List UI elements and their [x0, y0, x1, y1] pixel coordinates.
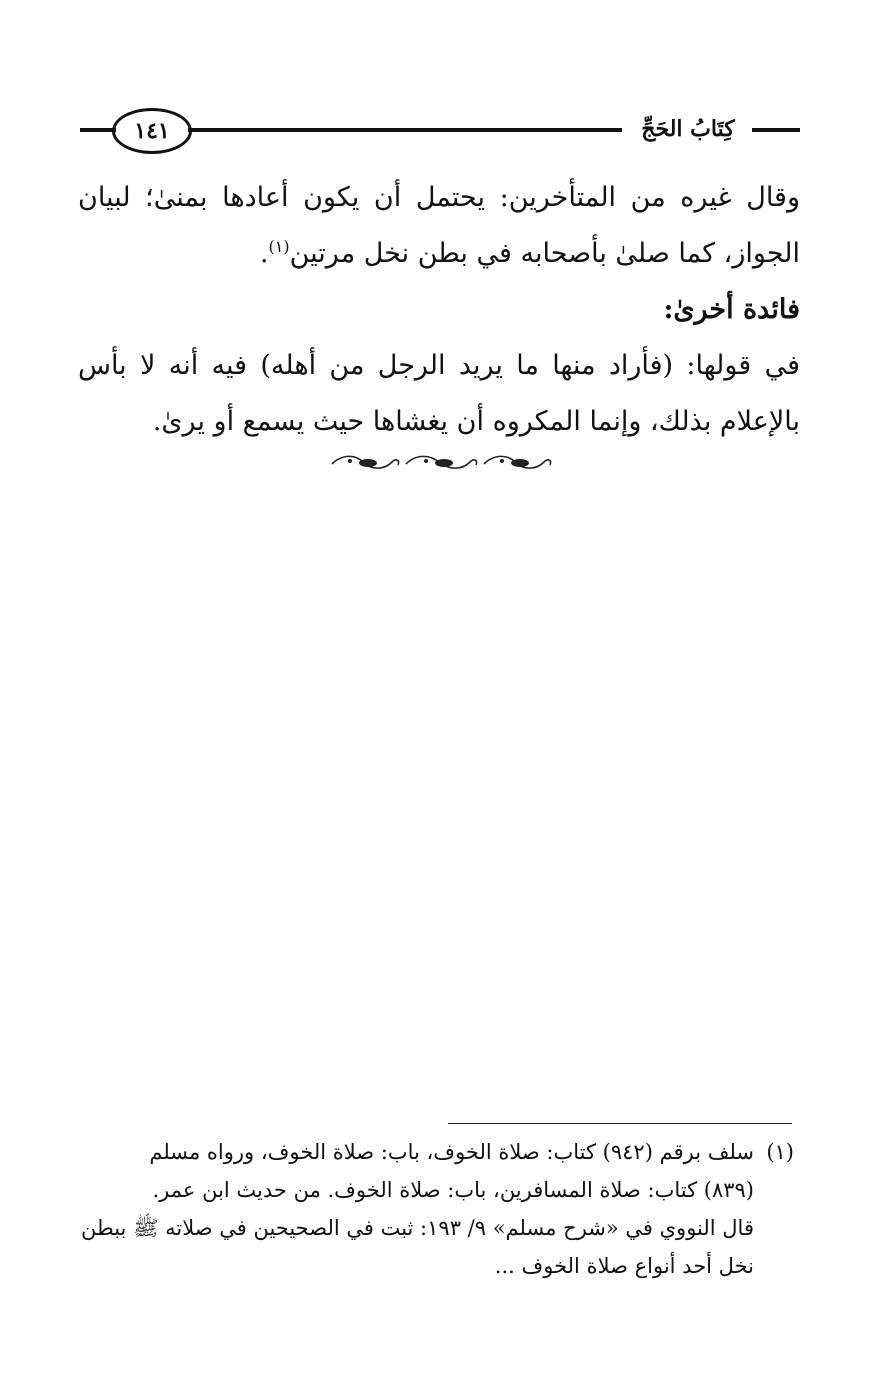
footnote-text: [78, 1133, 754, 1285]
main-text: [78, 170, 800, 450]
footnote-line: سلف برقم (٩٤٢) كتاب: صلاة الخوف، باب: صلاة الخوف، ورواه مسلم: [149, 1140, 754, 1164]
paragraph-2: في قولها: (فأراد منها ما يريد الرجل من أهله) فيه أنه لا بأس بالإعلام بذلك، وإنما المكروه أن يغشاها حيث يسمع أو يرىٰ.: [78, 350, 800, 437]
paragraph-1: [78, 170, 800, 282]
header-rule-middle: [188, 128, 622, 132]
section-subheading: فائدة أخرىٰ:: [663, 294, 800, 325]
footnote-line: نخل أحد أنواع صلاة الخوف ...: [494, 1254, 754, 1278]
header-rule-left: [80, 128, 116, 132]
paragraph-1-end: .: [259, 238, 269, 269]
page-number: ١٤١: [112, 108, 192, 154]
chapter-title: كِتَابُ الحَجِّ: [641, 116, 735, 142]
header-rule-right: [752, 128, 800, 132]
paragraph-1-text: وقال غيره من المتأخرين: يحتمل أن يكون أعادها بمنىٰ؛ لبيان الجواز، كما صلىٰ بأصحابه في بطن نخل مرتين: [78, 182, 800, 269]
footnote-line: (٨٣٩) كتاب: صلاة المسافرين، باب: صلاة الخوف. من حديث ابن عمر.: [152, 1178, 754, 1202]
footnote-separator: [448, 1123, 792, 1124]
footnotes: [78, 1133, 794, 1285]
footnote-1: [78, 1133, 794, 1285]
decorative-divider-icon: [328, 450, 552, 476]
footnote-reference: (١): [268, 237, 290, 256]
page-header: [80, 104, 800, 162]
footnote-line: قال النووي في «شرح مسلم» ٩/ ١٩٣: ثبت في الصحيحين في صلاته ﷺ ببطن: [81, 1216, 754, 1240]
footnote-number: (١): [766, 1140, 794, 1164]
